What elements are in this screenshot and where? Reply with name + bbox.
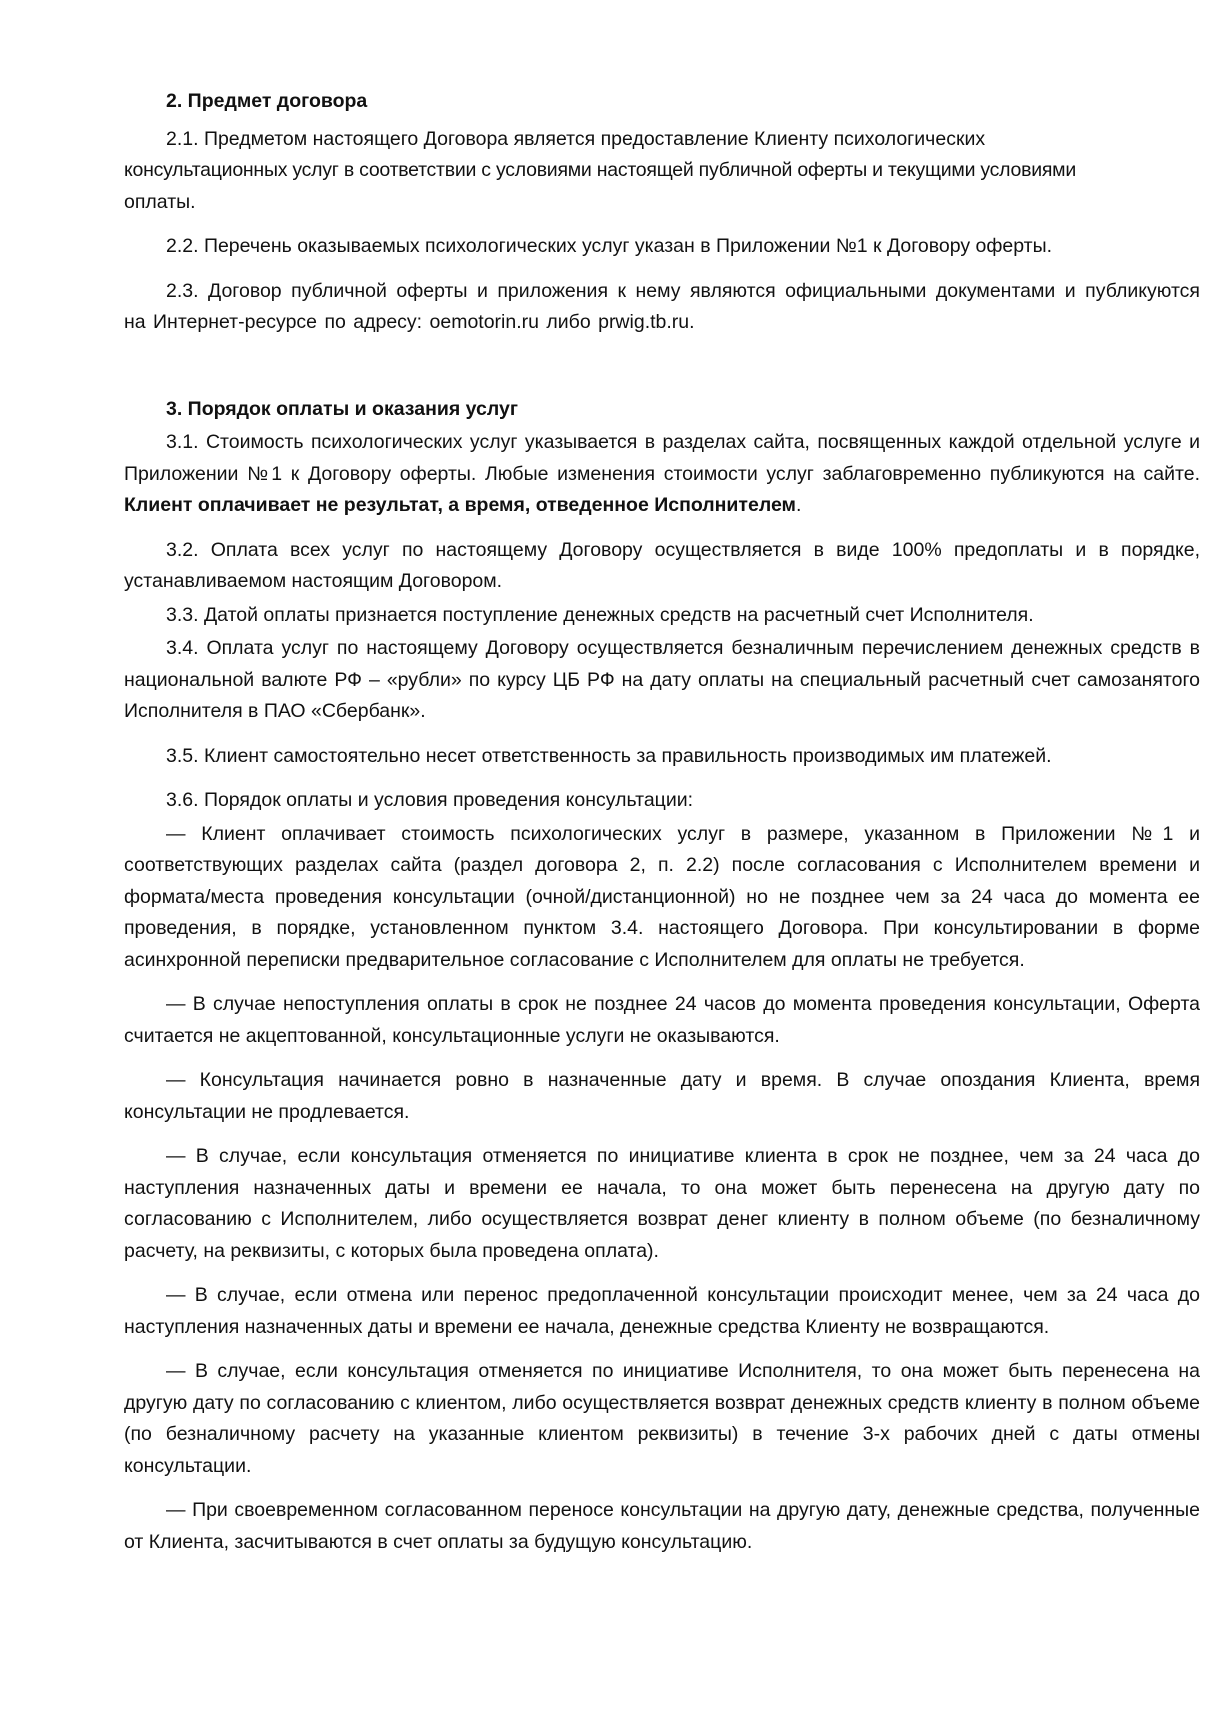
- clause-3-2: 3.2. Оплата всех услуг по настоящему Договору осуществляется в виде 100% предоплаты и в порядке, устанавливаемом настоящим Договором.: [124, 538, 1200, 592]
- bullet-item: — В случае, если консультация отменяется по инициативе клиента в срок не позднее, чем за 24 часа до наступления назначенных даты и времени ее начала, то она может быть перенесена на другую дату по согласованию с Исполнителем, либо осуществляется возврат денег клиенту в полном объеме (по безналичному расчету, на реквизиты, с которых была проведена оплата).: [124, 1145, 1200, 1262]
- bullet-item: — В случае, если отмена или перенос предоплаченной консультации происходит менее, чем за 24 часа до наступления назначенных даты и времени ее начала, денежные средства Клиенту не возвращаются.: [124, 1284, 1200, 1338]
- bullet-item: — В случае, если консультация отменяется по инициативе Исполнителя, то она может быть перенесена на другую дату по согласованию с клиентом, либо осуществляется возврат денежных средств клиенту в полном объеме (по безналичному расчету на указанные клиентом реквизиты) в течение 3-х рабочих дней с даты отмены консультации.: [124, 1360, 1200, 1477]
- bullet-item: — Консультация начинается ровно в назначенные дату и время. В случае опоздания Клиента, время консультации не продлевается.: [124, 1069, 1200, 1123]
- clause-3-1: [124, 427, 1200, 522]
- clause-2-3: 2.3. Договор публичной оферты и приложения к нему являются официальными документами и публикуются на Интернет-ресурсе по адресу: oemotorin.ru либо prwig.tb.ru.: [124, 279, 1200, 333]
- clause-3-1-bold: Клиент оплачивает не результат, а время, отведенное Исполнителем: [124, 494, 796, 516]
- clause-3-5: 3.5. Клиент самостоятельно несет ответственность за правильность производимых им платежей.: [166, 744, 1052, 767]
- clause-3-1-text: 3.1. Стоимость психологических услуг указывается в разделах сайта, посвященных каждой отдельной услуге и Приложении №1 к Договору оферты. Любые изменения стоимости услуг заблаговременно публикуются на сайте.: [124, 431, 1200, 485]
- bullet-item: — Клиент оплачивает стоимость психологических услуг в размере, указанном в Приложении №1 и соответствующих разделах сайта (раздел договора 2, п. 2.2) после согласования с Исполнителем времени и формата/места проведения консультации (очной/дистанционной) но не позднее чем за 24 часа до момента ее проведения, в порядке, установленном пунктом 3.4. настоящего Договора. При консультировании в форме асинхронной переписки предварительное согласование с Исполнителем для оплаты не требуется.: [124, 822, 1200, 971]
- bullet-item: — В случае непоступления оплаты в срок не позднее 24 часов до момента проведения консультации, Оферта считается не акцептованной, консультационные услуги не оказываются.: [124, 993, 1200, 1047]
- section-3-heading: 3. Порядок оплаты и оказания услуг: [166, 397, 518, 420]
- clause-2-2: 2.2. Перечень оказываемых психологических услуг указан в Приложении №1 к Договору оферты.: [166, 235, 1053, 257]
- bullet-item: — При своевременном согласованном переносе консультации на другую дату, денежные средства, полученные от Клиента, засчитываются в счет оплаты за будущую консультацию.: [124, 1499, 1200, 1553]
- clause-2-1-line2: консультационных услуг в соответствии с условиями настоящей публичной оферты и текущими условиями: [124, 159, 1076, 181]
- clause-3-3: 3.3. Датой оплаты признается поступление денежных средств на расчетный счет Исполнителя.: [166, 603, 1034, 626]
- clause-3-1-end: .: [795, 494, 802, 516]
- clause-2-1-line3: оплаты.: [124, 190, 196, 213]
- clause-3-4: 3.4. Оплата услуг по настоящему Договору осуществляется безналичным перечислением денежных средств в национальной валюте РФ – «рубли» по курсу ЦБ РФ на дату оплаты на специальный расчетный счет самозанятого Исполнителя в ПАО «Сбербанк».: [124, 637, 1200, 722]
- section-2-heading: 2. Предмет договора: [166, 90, 368, 112]
- document-page: [124, 86, 1200, 1558]
- clause-2-1: [124, 124, 1200, 156]
- clause-3-6: 3.6. Порядок оплаты и условия проведения консультации:: [166, 789, 694, 811]
- clause-2-1-line1: 2.1. Предметом настоящего Договора является предоставление Клиенту психологических: [166, 127, 986, 150]
